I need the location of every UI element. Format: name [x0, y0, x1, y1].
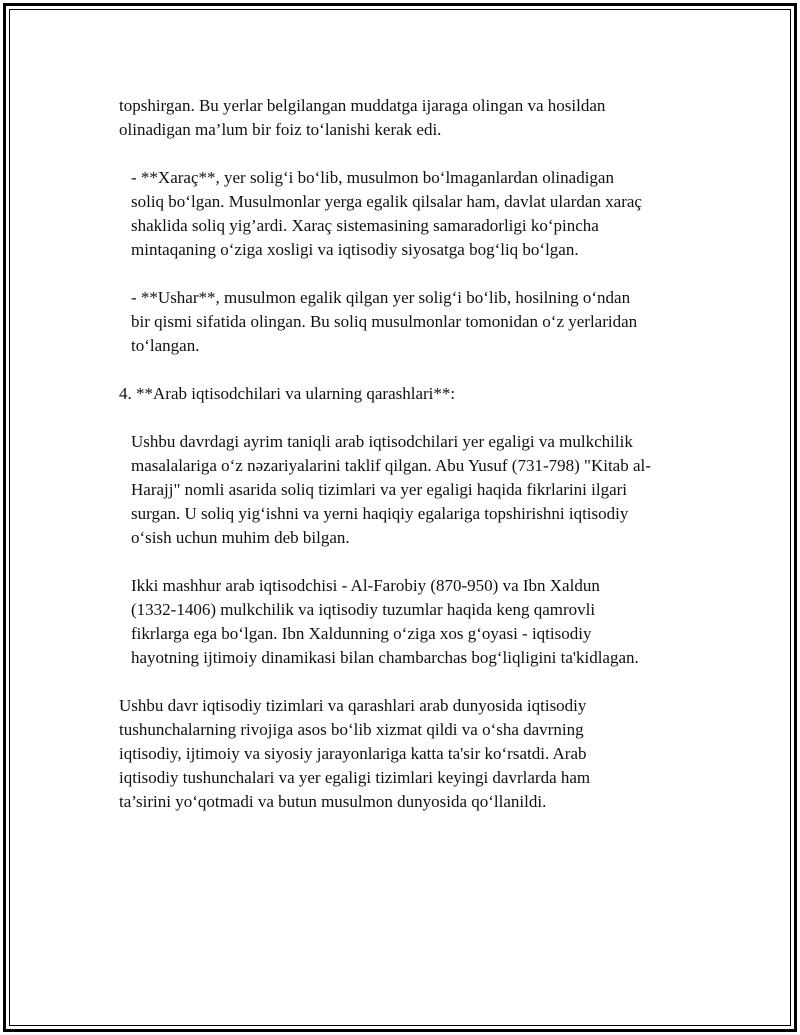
text-line: olinadigan ma’lum bir foiz to‘lanishi kerak edi.	[119, 120, 442, 139]
text-line: tushunchalarning rivojiga asos bo‘lib xizmat qildi va o‘sha davrning	[119, 720, 584, 739]
text-line: o‘sish uchun muhim deb bilgan.	[131, 528, 350, 547]
text-line: masalalariga o‘z nəzariyalarini taklif qilgan. Abu Yusuf (731-798) "Kitab al-	[131, 456, 651, 475]
text-line: Ushbu davrdagi ayrim taniqli arab iqtisodchilari yer egaligi va mulkchilik	[131, 432, 633, 451]
text-line: mintaqaning o‘ziga xosligi va iqtisodiy siyosatga bog‘liq bo‘lgan.	[131, 240, 579, 259]
text-line: (1332-1406) mulkchilik va iqtisodiy tuzumlar haqida keng qamrovli	[131, 600, 596, 619]
text-line: - **Ushar**, musulmon egalik qilgan yer solig‘i bo‘lib, hosilning o‘ndan	[131, 288, 631, 307]
text-line: surgan. U soliq yig‘ishni va yerni haqiqiy egalariga topshirishni iqtisodiy	[131, 504, 629, 523]
text-line: fikrlarga ega bo‘lgan. Ibn Xaldunning o‘ziga xos g‘oyasi - iqtisodiy	[131, 624, 592, 643]
text-line: iqtisodiy tushunchalari va yer egaligi tizimlari keyingi davrlarda ham	[119, 768, 591, 787]
text-line: to‘langan.	[131, 336, 200, 355]
text-line: shaklida soliq yig’ardi. Xaraç sistemasining samaradorligi ko‘pincha	[131, 216, 599, 235]
text-line: - **Xaraç**, yer solig‘i bo‘lib, musulmon bo‘lmaganlardan olinadigan	[131, 168, 614, 187]
paragraph-land-lease	[119, 94, 689, 142]
paragraph-ushr	[119, 286, 689, 358]
text-line: Ikki mashhur arab iqtisodchisi - Al-Farobiy (870-950) va Ibn Xaldun	[131, 576, 600, 595]
paragraph-abu-yusuf	[119, 430, 689, 550]
text-line: soliq bo‘lgan. Musulmonlar yerga egalik qilsalar ham, davlat ulardan xaraç	[131, 192, 642, 211]
text-line: bir qismi sifatida olingan. Bu soliq musulmonlar tomonidan o‘z yerlaridan	[131, 312, 638, 331]
document-body	[119, 94, 689, 838]
text-line: Harajj" nomli asarida soliq tizimlari va yer egaligi haqida fikrlarini ilgari	[131, 480, 627, 499]
text-line: topshirgan. Bu yerlar belgilangan muddatga ijaraga olingan va hosildan	[119, 96, 606, 115]
paragraph-conclusion	[119, 694, 689, 814]
text-line: iqtisodiy, ijtimoiy va siyosiy jarayonlariga katta ta'sir ko‘rsatdi. Arab	[119, 744, 587, 763]
text-line: ta’sirini yo‘qotmadi va butun musulmon dunyosida qo‘llanildi.	[119, 792, 547, 811]
text-line: Ushbu davr iqtisodiy tizimlari va qarashlari arab dunyosida iqtisodiy	[119, 696, 587, 715]
paragraph-farobiy-xaldun	[119, 574, 689, 670]
paragraph-kharaj	[119, 166, 689, 262]
text-line: hayotning ijtimoiy dinamikasi bilan chambarchas bog‘liqligini ta'kidlagan.	[131, 648, 639, 667]
section-heading-arab-economists	[119, 382, 689, 406]
text-line: 4. **Arab iqtisodchilari va ularning qarashlari**:	[119, 384, 456, 403]
